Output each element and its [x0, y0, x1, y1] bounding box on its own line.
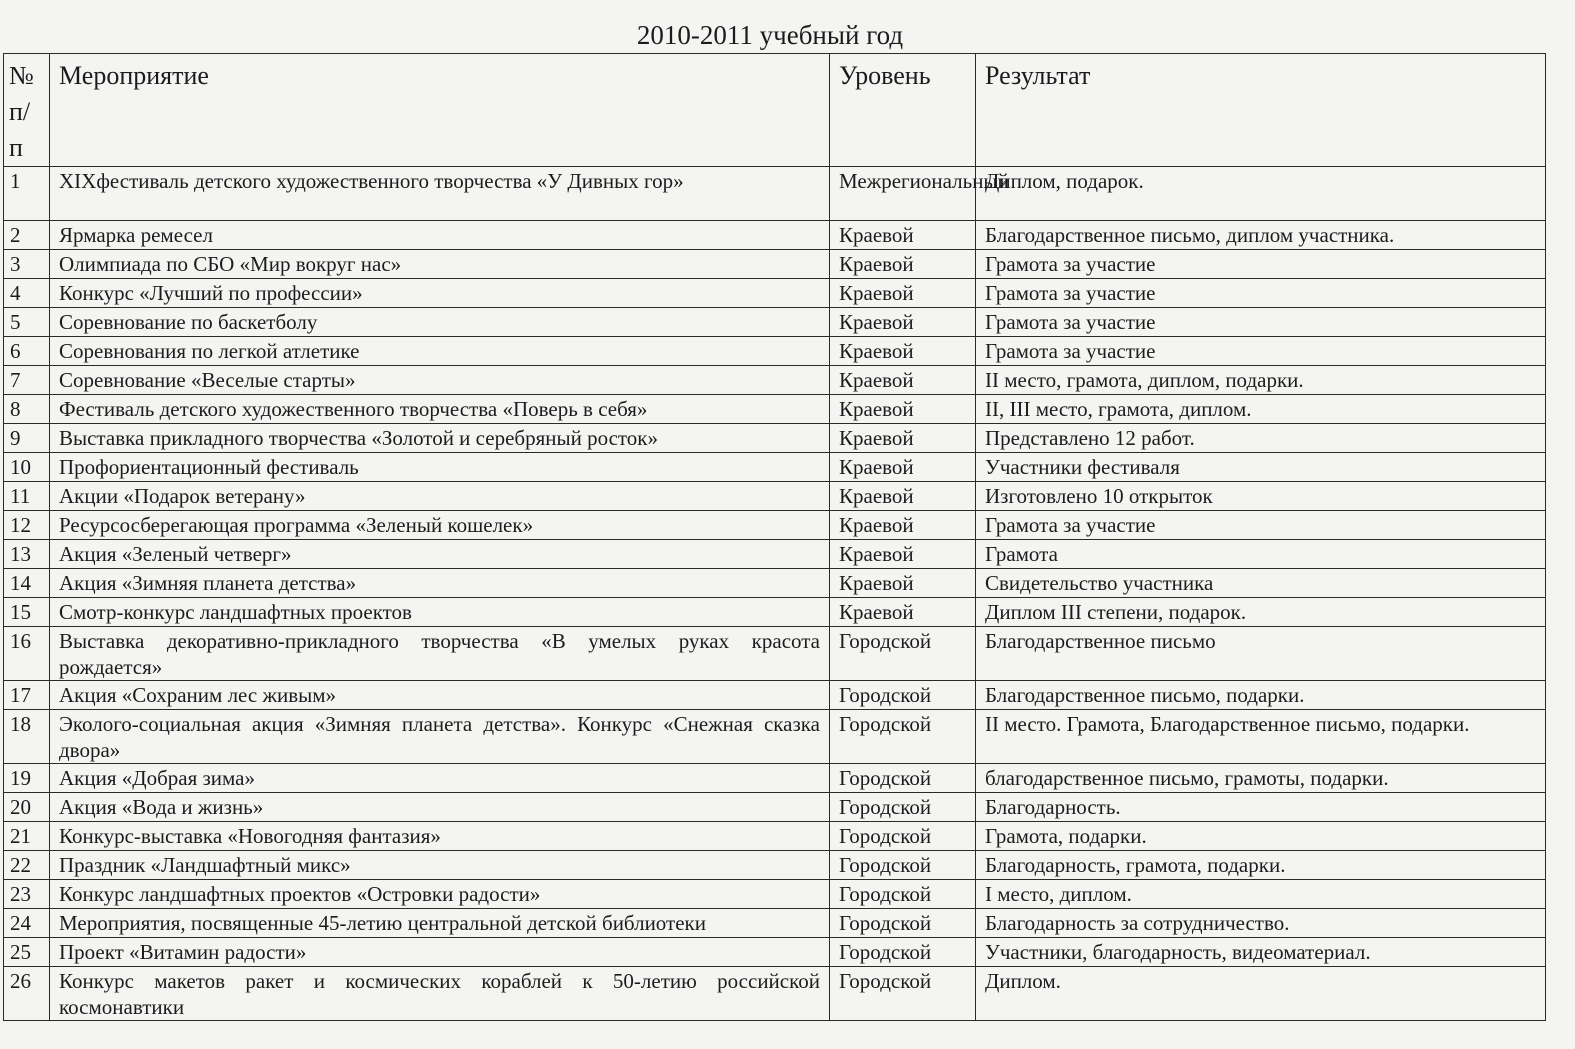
row-event: Смотр-конкурс ландшафтных проектов: [50, 598, 830, 627]
row-event: Конкурс-выставка «Новогодняя фантазия»: [50, 822, 830, 851]
row-result: Изготовлено 10 открыток: [976, 482, 1546, 511]
row-number: 6: [4, 337, 50, 366]
table-row: [4, 681, 1546, 710]
table-row: [4, 167, 1546, 221]
row-level: Краевой: [830, 424, 976, 453]
row-level: Краевой: [830, 540, 976, 569]
table-body: [4, 167, 1546, 1021]
row-level: Межрегиональный: [830, 167, 976, 221]
table-row: [4, 279, 1546, 308]
row-result: Благодарность, грамота, подарки.: [976, 851, 1546, 880]
row-event: Выставка декоративно-прикладного творчества «В умелых руках красота рождается»: [50, 627, 830, 681]
row-result: Свидетельство участника: [976, 569, 1546, 598]
row-number: 2: [4, 221, 50, 250]
header-level: Уровень: [830, 54, 976, 167]
row-result: Грамота за участие: [976, 250, 1546, 279]
page-title: 2010-2011 учебный год: [636, 20, 904, 50]
table-row: [4, 851, 1546, 880]
row-number: 11: [4, 482, 50, 511]
row-level: Краевой: [830, 511, 976, 540]
row-result: Участники фестиваля: [976, 453, 1546, 482]
row-number: 20: [4, 793, 50, 822]
row-level: Городской: [830, 764, 976, 793]
row-level: Краевой: [830, 569, 976, 598]
row-result: I место, диплом.: [976, 880, 1546, 909]
row-level: Городской: [830, 822, 976, 851]
row-number: 7: [4, 366, 50, 395]
row-result: Грамота за участие: [976, 511, 1546, 540]
row-event: Соревнование по баскетболу: [50, 308, 830, 337]
header-result: Результат: [976, 54, 1546, 167]
header-event: Мероприятие: [50, 54, 830, 167]
row-result: Грамота за участие: [976, 279, 1546, 308]
row-result: благодарственное письмо, грамоты, подарки.: [976, 764, 1546, 793]
row-level: Городской: [830, 938, 976, 967]
table-row: [4, 395, 1546, 424]
row-result: Диплом.: [976, 967, 1546, 1021]
table-row: [4, 627, 1546, 681]
row-level: Краевой: [830, 221, 976, 250]
table-row: [4, 710, 1546, 764]
row-event: Эколого-социальная акция «Зимняя планета детства». Конкурс «Снежная сказка двора»: [50, 710, 830, 764]
row-event: Ярмарка ремесел: [50, 221, 830, 250]
row-event: Конкурс ландшафтных проектов «Островки радости»: [50, 880, 830, 909]
header-number: № п/ п: [4, 54, 50, 167]
table-row: [4, 938, 1546, 967]
row-number: 21: [4, 822, 50, 851]
row-event: Ресурсосберегающая программа «Зеленый кошелек»: [50, 511, 830, 540]
row-number: 8: [4, 395, 50, 424]
row-number: 23: [4, 880, 50, 909]
row-event: Проект «Витамин радости»: [50, 938, 830, 967]
row-level: Городской: [830, 880, 976, 909]
table-row: [4, 366, 1546, 395]
row-level: Городской: [830, 710, 976, 764]
row-event: Конкурс макетов ракет и космических кораблей к 50-летию российской космонавтики: [50, 967, 830, 1021]
row-level: Городской: [830, 909, 976, 938]
table-row: [4, 822, 1546, 851]
row-result: Грамота: [976, 540, 1546, 569]
row-result: Благодарственное письмо, подарки.: [976, 681, 1546, 710]
row-number: 12: [4, 511, 50, 540]
table-row: [4, 308, 1546, 337]
row-number: 1: [4, 167, 50, 221]
row-number: 17: [4, 681, 50, 710]
row-level: Городской: [830, 627, 976, 681]
table-row: [4, 424, 1546, 453]
row-number: 19: [4, 764, 50, 793]
row-level: Краевой: [830, 308, 976, 337]
row-level: Краевой: [830, 337, 976, 366]
row-number: 10: [4, 453, 50, 482]
row-result: Представлено 12 работ.: [976, 424, 1546, 453]
row-number: 18: [4, 710, 50, 764]
table-row: [4, 540, 1546, 569]
table-row: [4, 909, 1546, 938]
row-result: Участники, благодарность, видеоматериал.: [976, 938, 1546, 967]
row-number: 14: [4, 569, 50, 598]
row-event: Акция «Сохраним лес живым»: [50, 681, 830, 710]
row-result: II, III место, грамота, диплом.: [976, 395, 1546, 424]
row-number: 15: [4, 598, 50, 627]
row-number: 25: [4, 938, 50, 967]
table-row: [4, 337, 1546, 366]
table-row: [4, 793, 1546, 822]
row-number: 16: [4, 627, 50, 681]
row-number: 3: [4, 250, 50, 279]
row-result: II место. Грамота, Благодарственное письмо, подарки.: [976, 710, 1546, 764]
row-event: XIXфестиваль детского художественного творчества «У Дивных гор»: [50, 167, 830, 221]
table-row: [4, 511, 1546, 540]
row-result: Диплом III степени, подарок.: [976, 598, 1546, 627]
table-row: [4, 569, 1546, 598]
table-row: [4, 453, 1546, 482]
table-row: [4, 250, 1546, 279]
row-level: Краевой: [830, 482, 976, 511]
row-event: Мероприятия, посвященные 45-летию центральной детской библиотеки: [50, 909, 830, 938]
row-event: Соревнования по легкой атлетике: [50, 337, 830, 366]
row-result: Благодарственное письмо: [976, 627, 1546, 681]
row-event: Акция «Зимняя планета детства»: [50, 569, 830, 598]
row-event: Праздник «Ландшафтный микс»: [50, 851, 830, 880]
row-event: Конкурс «Лучший по профессии»: [50, 279, 830, 308]
row-result: Благодарственное письмо, диплом участника.: [976, 221, 1546, 250]
row-result: Грамота за участие: [976, 337, 1546, 366]
table-header-row: [4, 54, 1546, 167]
row-number: 5: [4, 308, 50, 337]
events-table: [3, 53, 1546, 1021]
row-event: Акция «Вода и жизнь»: [50, 793, 830, 822]
table-row: [4, 880, 1546, 909]
row-level: Краевой: [830, 279, 976, 308]
row-result: Диплом, подарок.: [976, 167, 1546, 221]
row-result: Грамота, подарки.: [976, 822, 1546, 851]
table-row: [4, 482, 1546, 511]
row-result: Грамота за участие: [976, 308, 1546, 337]
row-event: Акции «Подарок ветерану»: [50, 482, 830, 511]
row-level: Краевой: [830, 366, 976, 395]
row-level: Городской: [830, 851, 976, 880]
table-row: [4, 598, 1546, 627]
row-event: Акция «Добрая зима»: [50, 764, 830, 793]
row-level: Городской: [830, 793, 976, 822]
row-event: Выставка прикладного творчества «Золотой и серебряный росток»: [50, 424, 830, 453]
row-event: Профориентационный фестиваль: [50, 453, 830, 482]
table-row: [4, 764, 1546, 793]
row-number: 9: [4, 424, 50, 453]
row-result: Благодарность.: [976, 793, 1546, 822]
row-level: Краевой: [830, 250, 976, 279]
row-result: Благодарность за сотрудничество.: [976, 909, 1546, 938]
table-row: [4, 221, 1546, 250]
row-level: Городской: [830, 967, 976, 1021]
row-number: 26: [4, 967, 50, 1021]
row-number: 24: [4, 909, 50, 938]
row-result: II место, грамота, диплом, подарки.: [976, 366, 1546, 395]
table-row: [4, 967, 1546, 1021]
row-event: Фестиваль детского художественного творчества «Поверь в себя»: [50, 395, 830, 424]
row-event: Соревнование «Веселые старты»: [50, 366, 830, 395]
row-level: Краевой: [830, 598, 976, 627]
row-level: Краевой: [830, 395, 976, 424]
row-level: Городской: [830, 681, 976, 710]
row-event: Акция «Зеленый четверг»: [50, 540, 830, 569]
row-event: Олимпиада по СБО «Мир вокруг нас»: [50, 250, 830, 279]
row-level: Краевой: [830, 453, 976, 482]
row-number: 13: [4, 540, 50, 569]
row-number: 4: [4, 279, 50, 308]
row-number: 22: [4, 851, 50, 880]
